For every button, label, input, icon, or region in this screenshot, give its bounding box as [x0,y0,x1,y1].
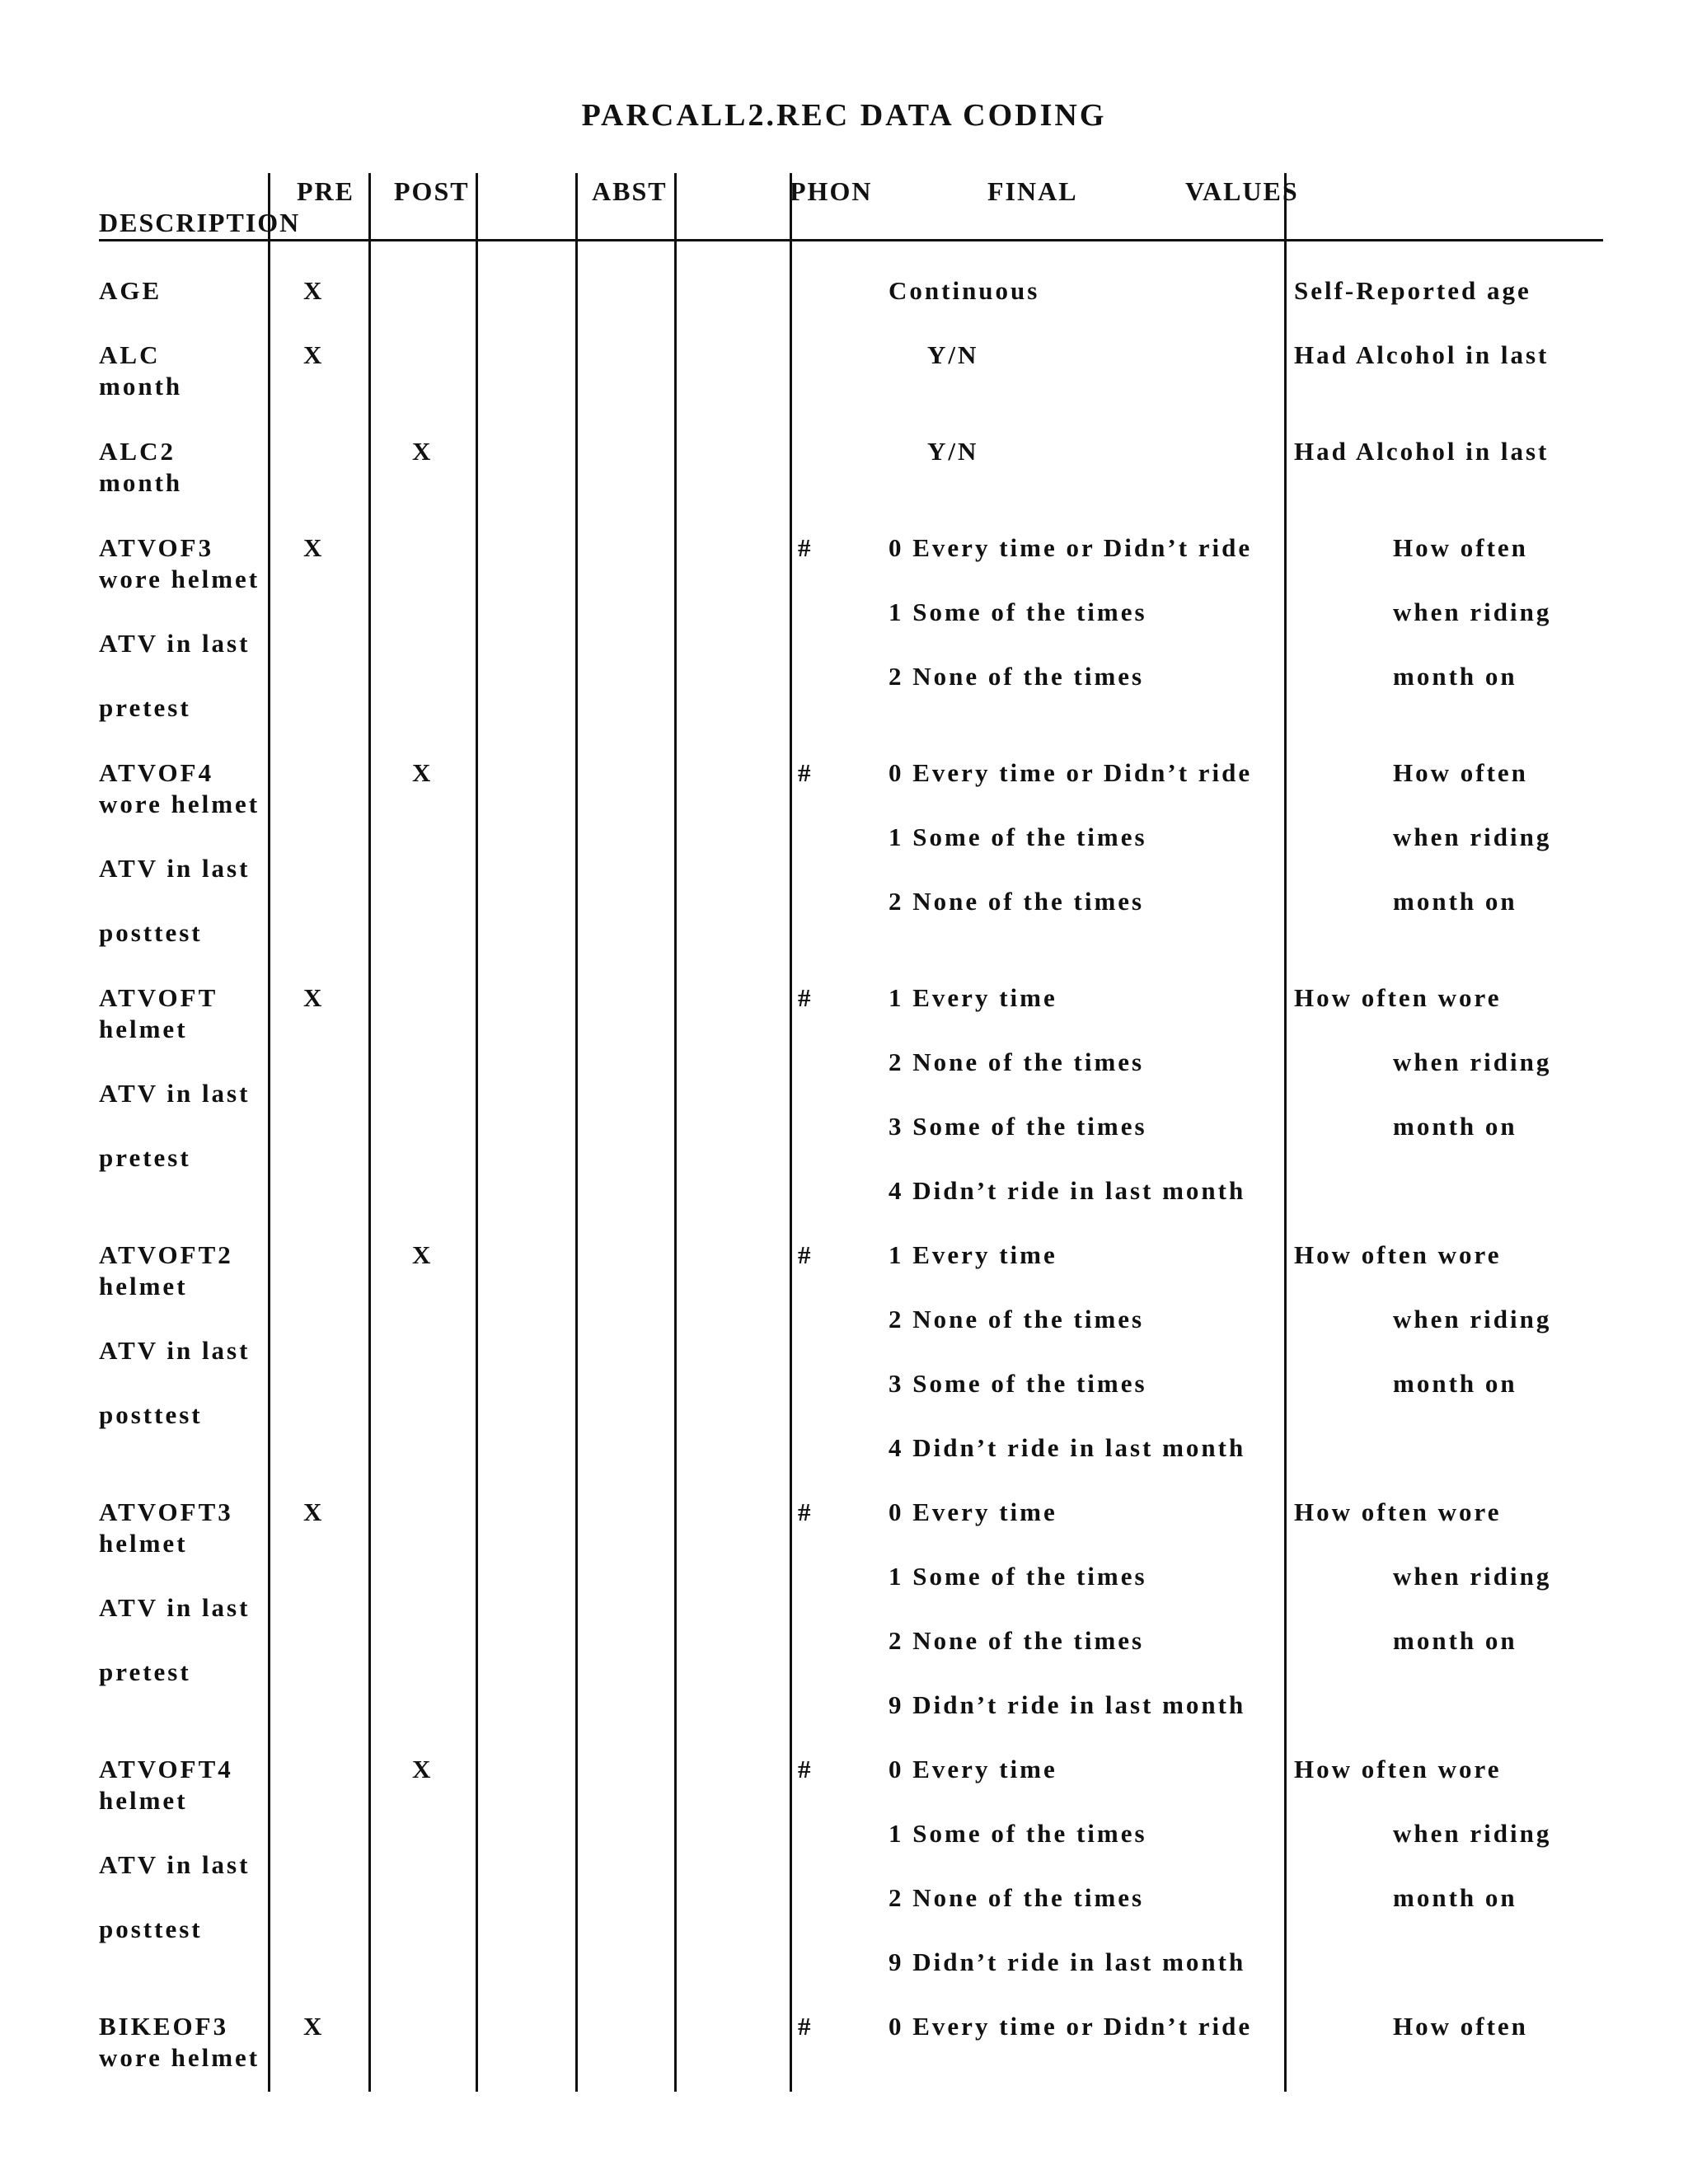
value-code: 1 Some of the times [889,1562,1147,1591]
value-description: How often [1393,533,1528,562]
value-description: How often [1393,758,1528,787]
variable-description: ATV in last [99,1850,251,1879]
value-code: 3 Some of the times [889,1112,1147,1141]
header-abst: ABST [592,176,668,206]
value-description: when riding [1393,598,1552,626]
value-code: 1 Every time [889,1240,1057,1269]
post-mark: X [412,758,434,787]
variable-name: ATVOFT3 [99,1497,233,1526]
variable-description: helmet [99,1272,188,1301]
value-description: month on [1393,1112,1517,1141]
variable-name: ATVOFT [99,983,218,1012]
header-pre: PRE [297,176,354,206]
variable-description: month [99,372,183,401]
variable-description: helmet [99,1529,188,1558]
post-mark: X [412,1755,434,1783]
phon-mark: # [798,983,814,1012]
value-description: month on [1393,1883,1517,1912]
value-description: when riding [1393,1562,1552,1591]
value-code: 0 Every time or Didn’t ride [889,533,1253,562]
value-code: 1 Every time [889,983,1057,1012]
variable-description: posttest [99,918,203,947]
post-mark: X [412,1240,434,1269]
page-title: PARCALL2.REC DATA CODING [581,98,1107,133]
value-description: month on [1393,1369,1517,1398]
phon-mark: # [798,1755,814,1783]
column-divider [368,173,371,2092]
value-description: Had Alcohol in last [1294,340,1550,369]
variable-description: ATV in last [99,1079,251,1108]
value-code: 0 Every time or Didn’t ride [889,2012,1253,2041]
value-code: 9 Didn’t ride in last month [889,1947,1246,1976]
value-code: 3 Some of the times [889,1369,1147,1398]
variable-description: posttest [99,1915,203,1943]
column-divider [575,173,578,2092]
variable-description: ATV in last [99,1593,251,1622]
phon-mark: # [798,533,814,562]
column-divider [476,173,478,2092]
value-description: How often wore [1294,1497,1502,1526]
value-code: 9 Didn’t ride in last month [889,1690,1246,1719]
variable-name: ATVOF4 [99,758,214,787]
variable-description: ATV in last [99,629,251,658]
variable-description: ATV in last [99,1336,251,1365]
variable-description: pretest [99,1657,191,1686]
column-divider [674,173,677,2092]
value-description: How often [1393,2012,1528,2041]
header-description: DESCRIPTION [99,208,301,237]
phon-mark: # [798,758,814,787]
phon-mark: # [798,1240,814,1269]
value-code: 2 None of the times [889,1626,1145,1655]
value-code: 1 Some of the times [889,823,1147,851]
variable-description: posttest [99,1400,203,1429]
value-code: Y/N [927,437,979,466]
variable-name: ALC2 [99,437,176,466]
variable-description: ATV in last [99,854,251,883]
phon-mark: # [798,2012,814,2041]
post-mark: X [412,437,434,466]
value-code: 4 Didn’t ride in last month [889,1176,1246,1205]
pre-mark: X [303,533,325,562]
value-description: How often wore [1294,983,1502,1012]
value-description: when riding [1393,1819,1552,1848]
header-rule [99,239,1603,241]
variable-description: pretest [99,1143,191,1172]
variable-description: wore helmet [99,2043,260,2072]
variable-description: pretest [99,693,191,722]
value-code: 0 Every time [889,1497,1057,1526]
pre-mark: X [303,276,325,305]
value-description: when riding [1393,823,1552,851]
value-description: month on [1393,887,1517,916]
column-divider [1284,173,1287,2092]
variable-description: wore helmet [99,565,260,593]
variable-description: wore helmet [99,790,260,818]
variable-name: BIKEOF3 [99,2012,229,2041]
value-description: How often wore [1294,1240,1502,1269]
variable-description: helmet [99,1015,188,1043]
value-code: 2 None of the times [889,887,1145,916]
value-description: Had Alcohol in last [1294,437,1550,466]
pre-mark: X [303,983,325,1012]
value-description: Self-Reported age [1294,276,1531,305]
value-code: 1 Some of the times [889,598,1147,626]
variable-description: helmet [99,1786,188,1815]
value-code: 4 Didn’t ride in last month [889,1433,1246,1462]
value-code: 2 None of the times [889,1047,1145,1076]
value-code: 0 Every time [889,1755,1057,1783]
header-values: VALUES [1185,176,1299,206]
column-divider [790,173,792,2092]
header-post: POST [394,176,470,206]
header-final: FINAL [987,176,1078,206]
value-description: How often wore [1294,1755,1502,1783]
value-code: Continuous [889,276,1040,305]
variable-name: ATVOFT4 [99,1755,233,1783]
phon-mark: # [798,1497,814,1526]
variable-description: month [99,468,183,497]
value-description: month on [1393,662,1517,691]
pre-mark: X [303,2012,325,2041]
pre-mark: X [303,340,325,369]
value-code: 1 Some of the times [889,1819,1147,1848]
column-divider [268,173,270,2092]
value-code: Y/N [927,340,979,369]
variable-name: ATVOF3 [99,533,214,562]
header-phon: PHON [790,176,873,206]
pre-mark: X [303,1497,325,1526]
variable-name: AGE [99,276,162,305]
value-code: 2 None of the times [889,1883,1145,1912]
value-description: when riding [1393,1047,1552,1076]
variable-name: ATVOFT2 [99,1240,233,1269]
value-code: 2 None of the times [889,662,1145,691]
value-description: when riding [1393,1305,1552,1333]
value-code: 2 None of the times [889,1305,1145,1333]
variable-name: ALC [99,340,161,369]
value-code: 0 Every time or Didn’t ride [889,758,1253,787]
value-description: month on [1393,1626,1517,1655]
